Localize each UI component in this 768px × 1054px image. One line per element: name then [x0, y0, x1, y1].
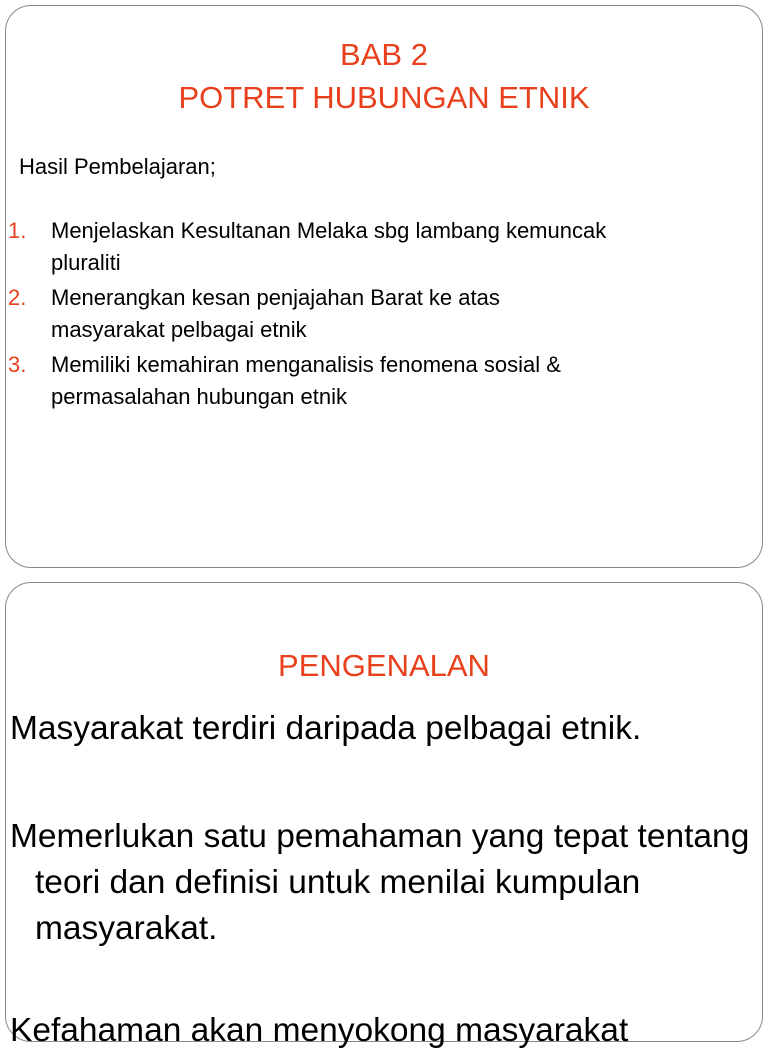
- slide-1-title-line-2: POTRET HUBUNGAN ETNIK: [178, 80, 590, 115]
- body-paragraph-1: Masyarakat terdiri daripada pelbagai etnik.: [10, 710, 642, 747]
- slide-2-title: PENGENALAN: [278, 648, 490, 683]
- objective-text: [51, 215, 766, 279]
- objective-line: masyarakat pelbagai etnik: [51, 317, 307, 342]
- objective-line: Memiliki kemahiran menganalisis fenomena sosial &: [51, 352, 561, 377]
- objective-text: [51, 282, 766, 346]
- objective-text: [51, 349, 766, 413]
- objective-line: Menjelaskan Kesultanan Melaka sbg lambang kemuncak: [51, 218, 607, 243]
- objective-line: pluraliti: [51, 250, 121, 275]
- objective-line: permasalahan hubungan etnik: [51, 384, 348, 409]
- objective-number: 3.: [8, 352, 27, 377]
- learning-outcomes-heading: Hasil Pembelajaran;: [19, 154, 216, 179]
- objective-line: Menerangkan kesan penjajahan Barat ke atas: [51, 285, 500, 310]
- body-paragraph-3: Kefahaman akan menyokong masyarakat: [10, 1012, 629, 1049]
- body-paragraph-2: Memerlukan satu pemahaman yang tepat tentang teori dan definisi untuk menilai kumpulan masyarakat.: [10, 818, 750, 947]
- objective-number: 2.: [8, 285, 27, 310]
- objective-number: 1.: [8, 218, 27, 243]
- slide-1: [5, 5, 763, 568]
- slide-2: [5, 582, 763, 1049]
- slide-1-title-line-1: BAB 2: [340, 37, 428, 72]
